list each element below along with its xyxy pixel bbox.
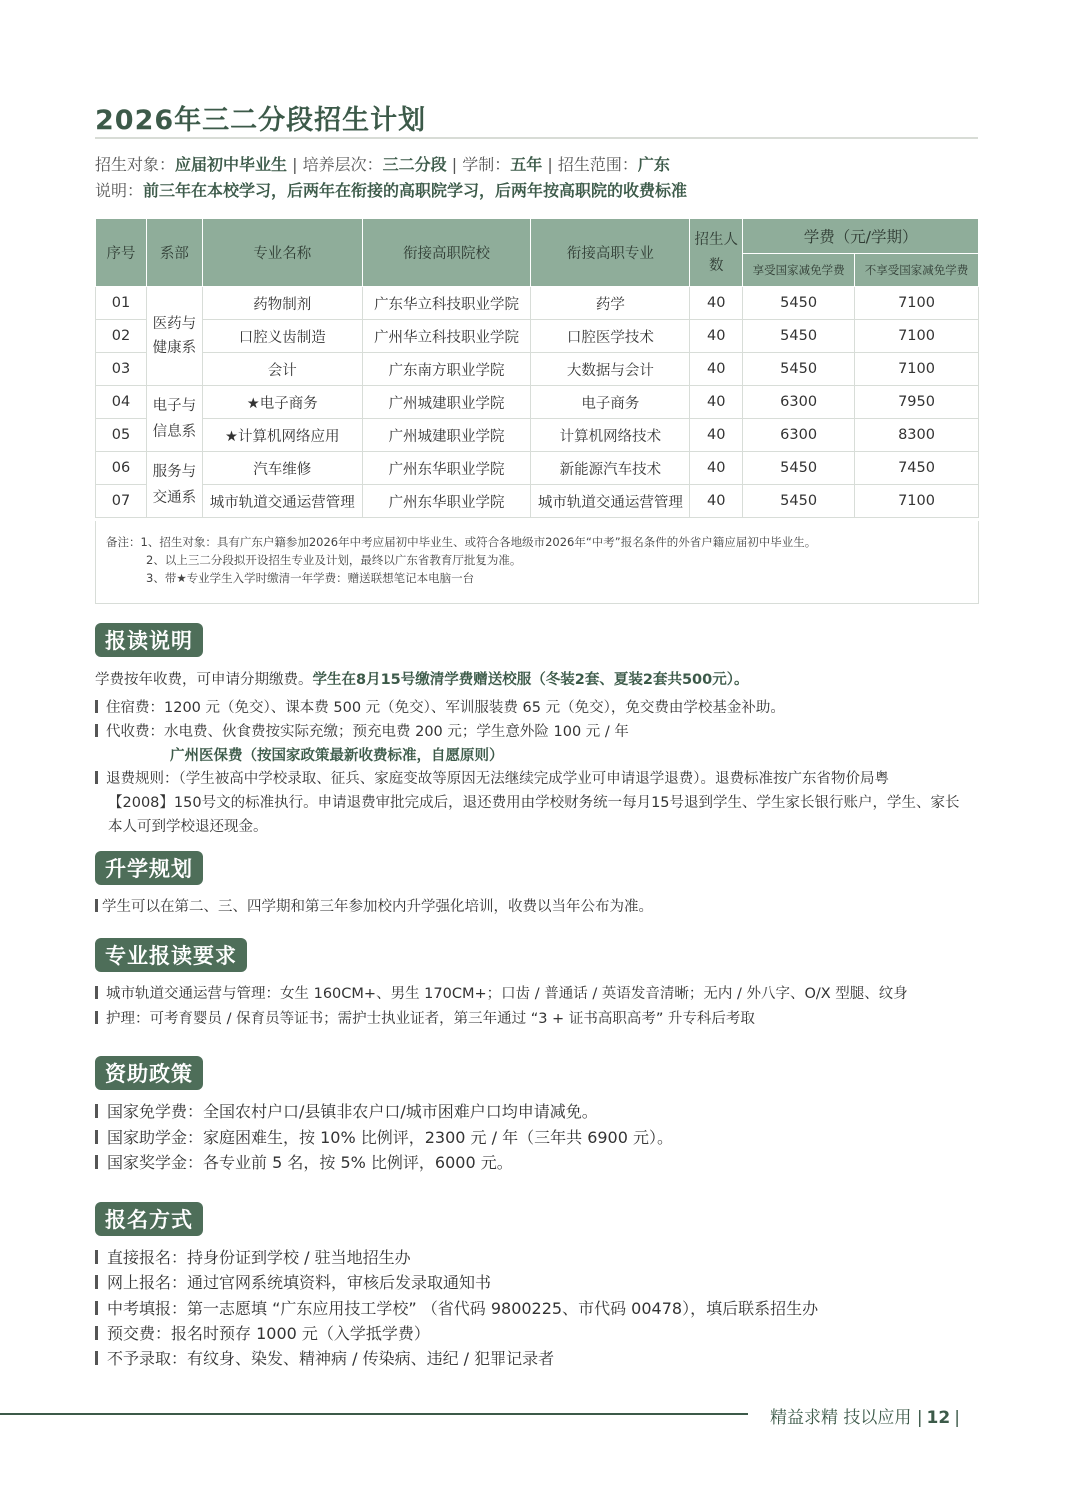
desc-label: 说明： bbox=[95, 181, 144, 200]
section-heading-baodu: 报读说明 bbox=[95, 623, 203, 657]
scope-value: 广东 bbox=[637, 155, 670, 174]
list-item: 不予录取：有纹身、染发、精神病 / 传染病、违纪 / 犯罪记录者 bbox=[95, 1346, 554, 1371]
scope-label: 招生范围： bbox=[557, 155, 638, 174]
level-value: 三二分段 bbox=[382, 155, 447, 174]
header-fee-nofree: 不享受国家减免学费 bbox=[855, 254, 979, 287]
title-divider bbox=[95, 137, 978, 139]
list-item: 国家助学金：家庭困难生，按 10% 比例评，2300 元 / 年（三年共 6900 元）。 bbox=[95, 1125, 673, 1150]
table-row: 01 医药与健康系 药物制剂 广东华立科技职业学院 药学 40 5450 7100 bbox=[96, 287, 979, 320]
table-row: 02 口腔义齿制造 广州华立科技职业学院 口腔医学技术 40 5450 7100 bbox=[96, 320, 979, 353]
bullet-bar bbox=[95, 1250, 98, 1264]
header-no: 序号 bbox=[96, 219, 147, 287]
bullet-bar bbox=[95, 724, 98, 737]
header-dept: 系部 bbox=[146, 219, 202, 287]
desc-value: 前三年在本校学习，后两年在衔接的高职院学习，后两年按高职院的收费标准 bbox=[143, 181, 688, 200]
bullet-bar bbox=[95, 1130, 98, 1144]
header-college-major: 衔接高职专业 bbox=[531, 219, 690, 287]
bullet-bar bbox=[95, 700, 98, 713]
list-item: 网上报名：通过官网系统填资料，审核后发录取通知书 bbox=[95, 1270, 491, 1295]
bullet-bar bbox=[95, 1155, 98, 1169]
list-item: 预交费：报名时预存 1000 元（入学抵学费） bbox=[95, 1321, 430, 1346]
list-item: 城市轨道交通运营与管理：女生 160CM+、男生 170CM+；口齿 / 普通话 / 英语发音清晰；无内 / 外八字、O/X 型腿、纹身 bbox=[95, 982, 908, 1006]
bullet-bar bbox=[95, 1104, 98, 1118]
section-heading-baoming: 报名方式 bbox=[95, 1202, 203, 1236]
list-item: 学生可以在第二、三、四学期和第三年参加校内升学强化培训，收费以当年公布为准。 bbox=[95, 895, 653, 919]
section-heading-zizhu: 资助政策 bbox=[95, 1056, 203, 1090]
dept-cell: 服务与交通系 bbox=[146, 452, 202, 518]
length-value: 五年 bbox=[510, 155, 543, 174]
bullet-bar bbox=[95, 899, 98, 912]
page-title: 2026年三二分段招生计划 bbox=[95, 105, 427, 136]
refund-line-3: 本人可到学校退还现金。 bbox=[108, 819, 268, 835]
target-label: 招生对象： bbox=[95, 155, 176, 174]
list-item: 国家奖学金：各专业前 5 名，按 5% 比例评，6000 元。 bbox=[95, 1150, 513, 1175]
bullet-bar bbox=[95, 1275, 98, 1289]
footer: 精益求精 技以应用 | 12 | bbox=[770, 1408, 960, 1428]
table-row: 06 服务与交通系 汽车维修 广州东华职业学院 新能源汽车技术 40 5450 7450 bbox=[96, 452, 979, 485]
footer-rule bbox=[0, 1413, 748, 1415]
length-label: 学制： bbox=[462, 155, 511, 174]
list-item: 直接报名：持身份证到学校 / 驻当地招生办 bbox=[95, 1245, 411, 1270]
note-3: 3、带★专业学生入学时缴清一年学费：赠送联想笔记本电脑一台 bbox=[146, 571, 475, 585]
note-1: 备注：1、招生对象：具有广东户籍参加2026年中考应届初中毕业生、或符合各地级市2026年“中考”报名条件的外省户籍应届初中毕业生。 bbox=[106, 535, 817, 549]
list-item: 代收费：水电费、伙食费按实际充缴；预充电费 200 元；学生意外险 100 元 / 年 bbox=[95, 720, 629, 744]
refund-line-2: 【2008】150号文的标准执行。申请退费审批完成后，退还费用由学校财务统一每月15号退到学生、学生家长银行账户，学生、家长 bbox=[108, 795, 960, 811]
target-value: 应届初中毕业生 bbox=[175, 155, 288, 174]
baodu-intro: 学费按年收费，可申请分期缴费。学生在8月15号缴清学费赠送校服（冬装2套、夏装2套共500元）。 bbox=[95, 672, 749, 688]
header-count: 招生人数 bbox=[690, 219, 743, 287]
enrollment-description bbox=[95, 178, 687, 201]
bullet-bar bbox=[95, 771, 98, 784]
table-row: 05 ★计算机网络应用 广州城建职业学院 计算机网络技术 40 6300 8300 bbox=[96, 419, 979, 452]
table-notes bbox=[95, 521, 979, 604]
list-item: 护理：可考育婴员 / 保育员等证书；需护士执业证者，第三年通过 “3 + 证书高职高考” 升专科后考取 bbox=[95, 1007, 755, 1031]
footer-slogan: 精益求精 技以应用 bbox=[770, 1408, 912, 1428]
dept-cell: 医药与健康系 bbox=[146, 287, 202, 386]
table-row: 07 城市轨道交通运营管理 广州东华职业学院 城市轨道交通运营管理 40 5450 7100 bbox=[96, 485, 979, 518]
bullet-bar bbox=[95, 1011, 98, 1024]
enrollment-plan-table bbox=[95, 218, 979, 518]
enrollment-meta: 招生对象：应届初中毕业生 | 培养层次：三二分段 | 学制：五年 | 招生范围：广东 bbox=[95, 155, 670, 174]
table-row: 03 会计 广东南方职业学院 大数据与会计 40 5450 7100 bbox=[96, 353, 979, 386]
bullet-bar bbox=[95, 986, 98, 999]
list-item: 退费规则：（学生被高中学校录取、征兵、家庭变故等原因无法继续完成学业可申请退学退费）。退费标准按广东省物价局粤 bbox=[95, 767, 979, 791]
dept-cell: 电子与信息系 bbox=[146, 386, 202, 452]
bullet-bar bbox=[95, 1326, 98, 1340]
section-heading-shengxue: 升学规划 bbox=[95, 851, 203, 885]
collect-line-2: 广州医保费（按国家政策最新收费标准，自愿原则） bbox=[170, 748, 504, 764]
header-fee: 学费（元/学期） bbox=[743, 219, 979, 254]
header-major: 专业名称 bbox=[202, 219, 362, 287]
level-label: 培养层次： bbox=[302, 155, 383, 174]
list-item: 国家免学费：全国农村户口/县镇非农户口/城市困难户口均申请减免。 bbox=[95, 1099, 598, 1124]
note-2: 2、以上三二分段拟开设招生专业及计划，最终以广东省教育厅批复为准。 bbox=[146, 553, 522, 567]
bullet-bar bbox=[95, 1301, 98, 1315]
list-item: 中考填报：第一志愿填 “广东应用技工学校” （省代码 9800225、市代码 00478），填后联系招生办 bbox=[95, 1296, 818, 1321]
list-item: 住宿费：1200 元（免交）、课本费 500 元（免交）、军训服装费 65 元（免交），免交费由学校基金补助。 bbox=[95, 696, 785, 720]
header-college: 衔接高职院校 bbox=[362, 219, 531, 287]
bullet-bar bbox=[95, 1351, 98, 1365]
page-number: 12 bbox=[926, 1408, 951, 1428]
table-row: 04 电子与信息系 ★电子商务 广州城建职业学院 电子商务 40 6300 7950 bbox=[96, 386, 979, 419]
header-fee-free: 享受国家减免学费 bbox=[743, 254, 855, 287]
section-heading-yaoqiu: 专业报读要求 bbox=[95, 938, 247, 972]
